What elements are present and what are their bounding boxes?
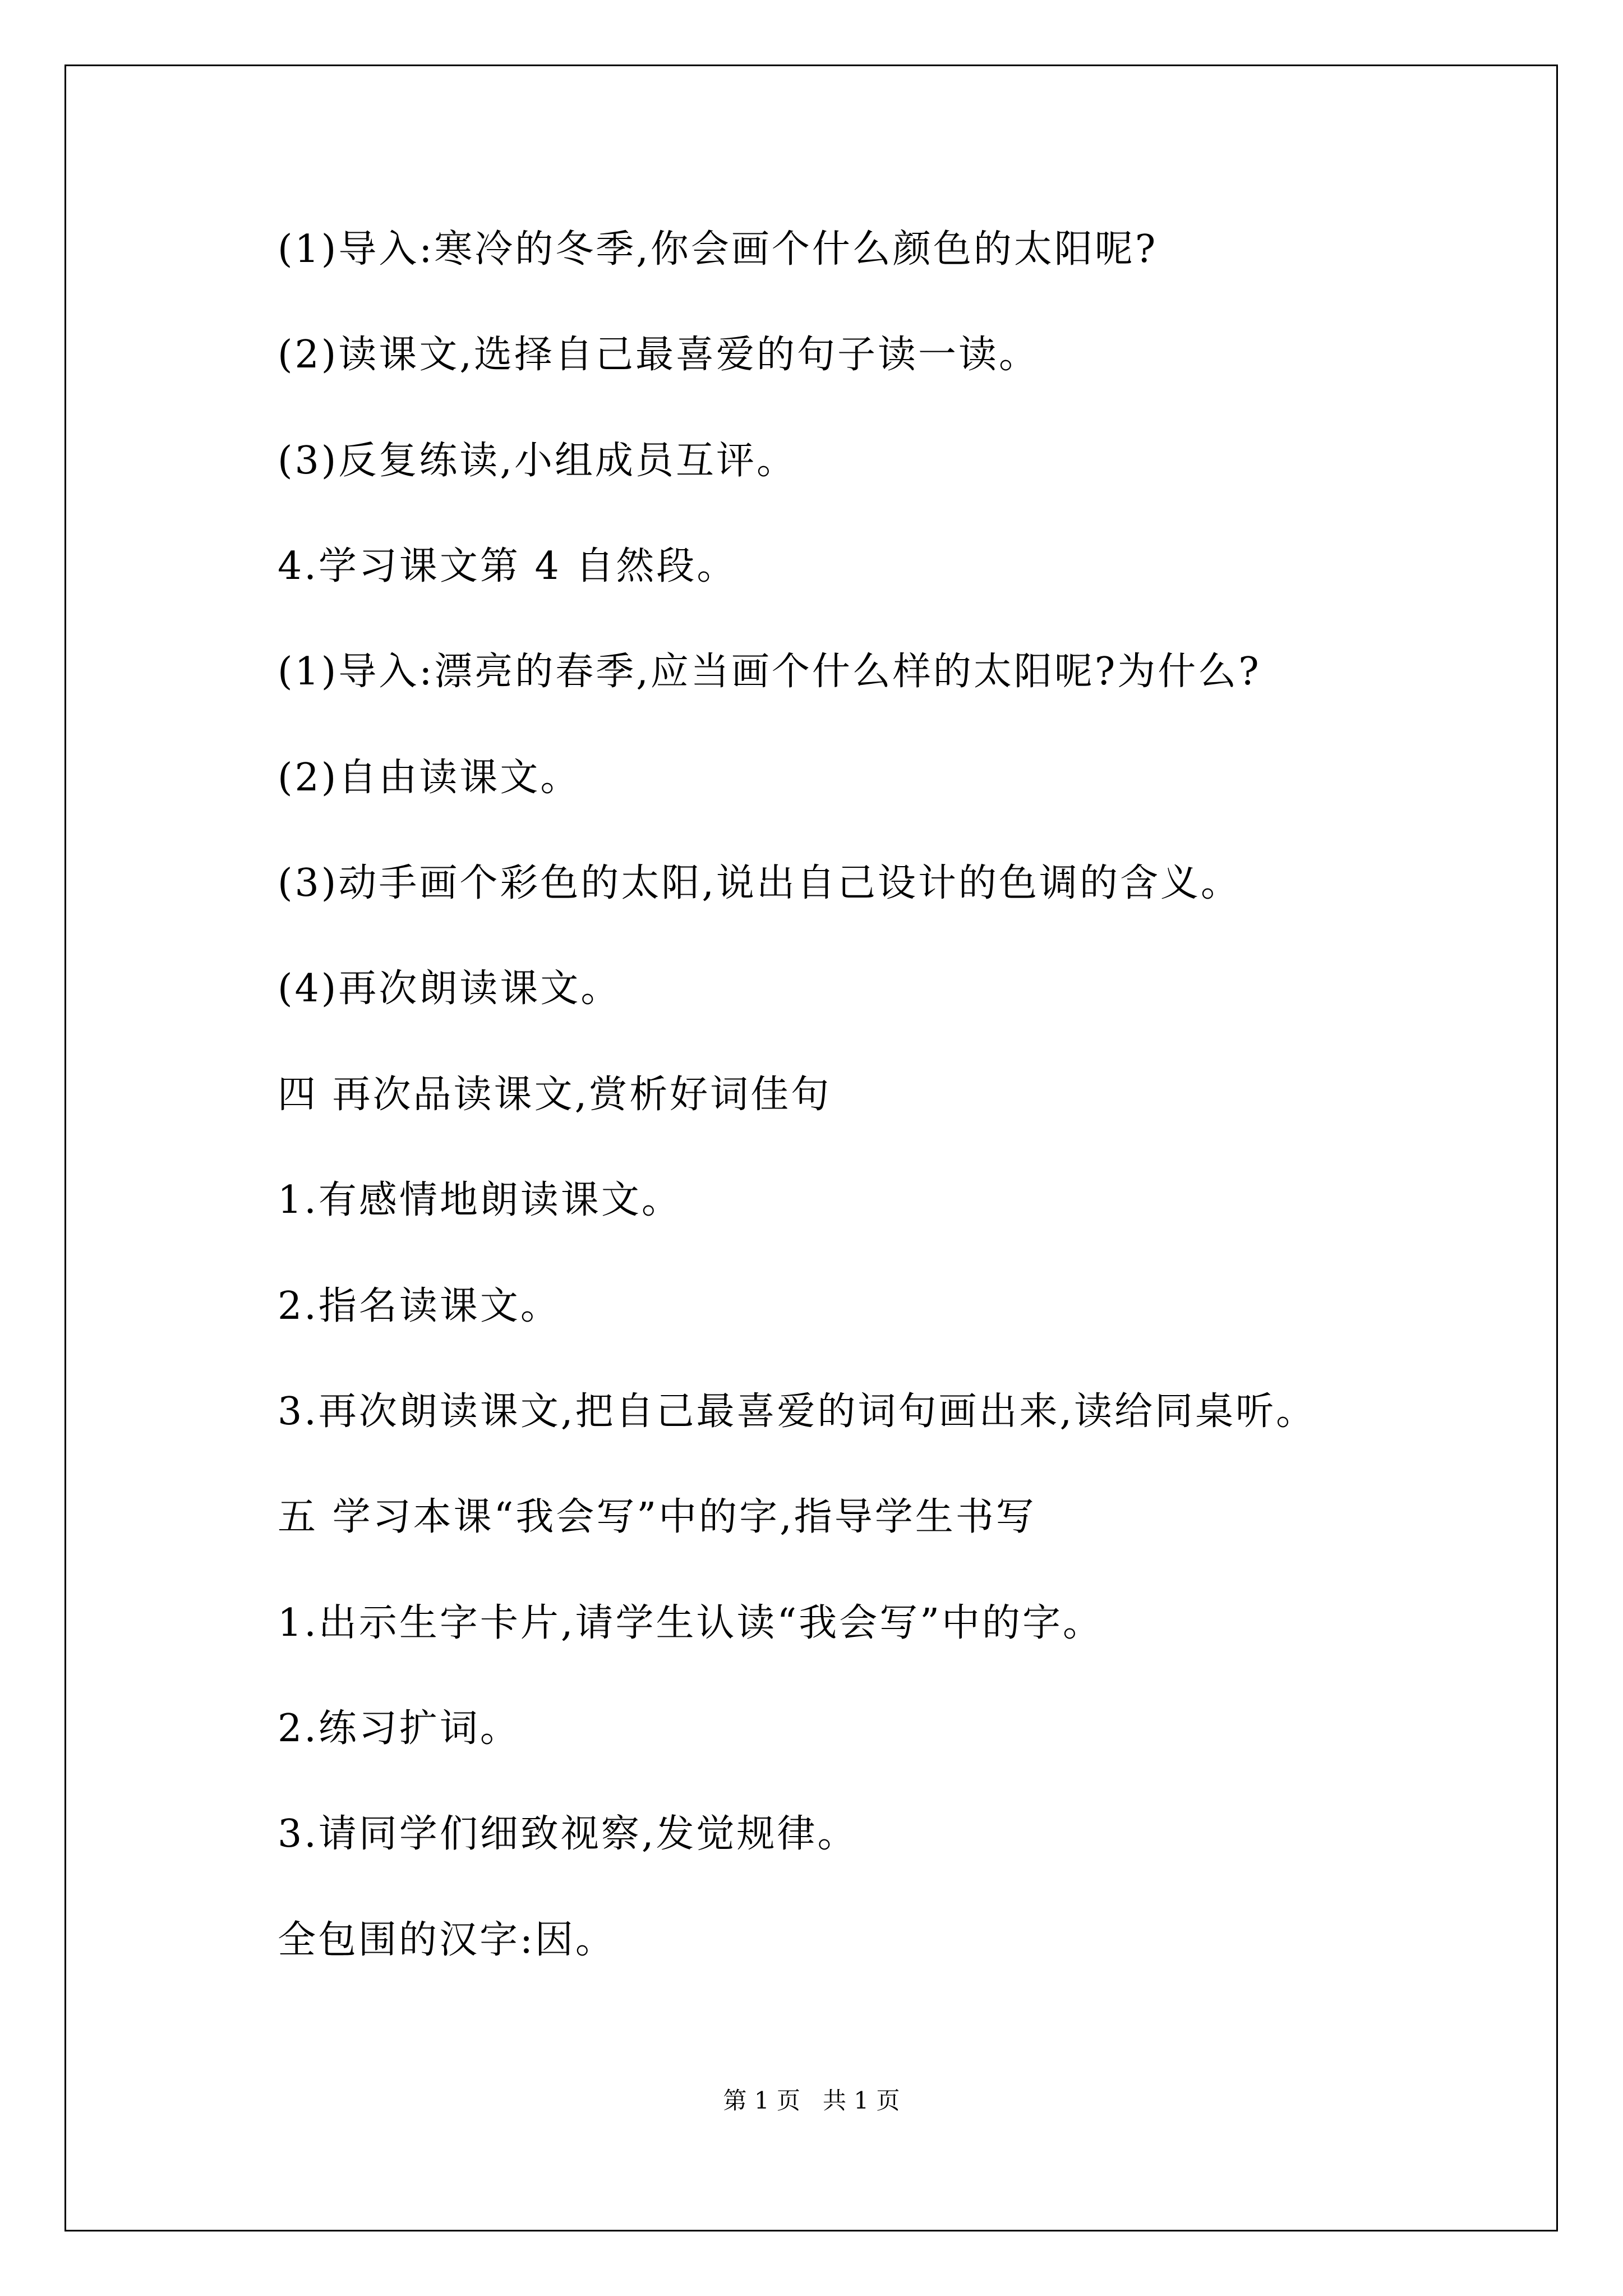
text-line: 3.请同学们细致视察,发觉规律。 bbox=[278, 1812, 858, 1856]
page-border bbox=[64, 65, 1558, 2231]
text-line: (2)自由读课文。 bbox=[278, 756, 581, 800]
text-line: (3)反复练读,小组成员互评。 bbox=[278, 439, 797, 483]
text-line: 4.学习课文第 4 自然段。 bbox=[278, 544, 737, 588]
text-line: (1)导入:寒冷的冬季,你会画个什么颜色的太阳呢? bbox=[278, 227, 1158, 272]
text-line: 全包围的汉字:因。 bbox=[278, 1918, 616, 1962]
section-heading: 四 再次品读课文,赏析好词佳句 bbox=[278, 1073, 832, 1117]
text-line: 3.再次朗读课文,把自己最喜爱的词句画出来,读给同桌听。 bbox=[278, 1389, 1317, 1434]
page-number: 第 1 页 共 1 页 bbox=[723, 2087, 900, 2114]
text-line: (3)动手画个彩色的太阳,说出自己设计的色调的含义。 bbox=[278, 861, 1241, 905]
page-footer bbox=[0, 2087, 1623, 2115]
text-line: 1.出示生字卡片,请学生认读“我会写”中的字。 bbox=[278, 1601, 1104, 1645]
text-line: 2.练习扩词。 bbox=[278, 1706, 520, 1751]
text-line: (2)读课文,选择自己最喜爱的句子读一读。 bbox=[278, 333, 1039, 377]
text-line: 2.指名读课文。 bbox=[278, 1284, 561, 1328]
text-line: 1.有感情地朗读课文。 bbox=[278, 1178, 682, 1222]
text-line: (1)导入:漂亮的春季,应当画个什么样的太阳呢?为什么? bbox=[278, 650, 1261, 694]
section-heading: 五 学习本课“我会写”中的字,指导学生书写 bbox=[278, 1495, 1036, 1539]
text-line: (4)再次朗读课文。 bbox=[278, 967, 621, 1011]
